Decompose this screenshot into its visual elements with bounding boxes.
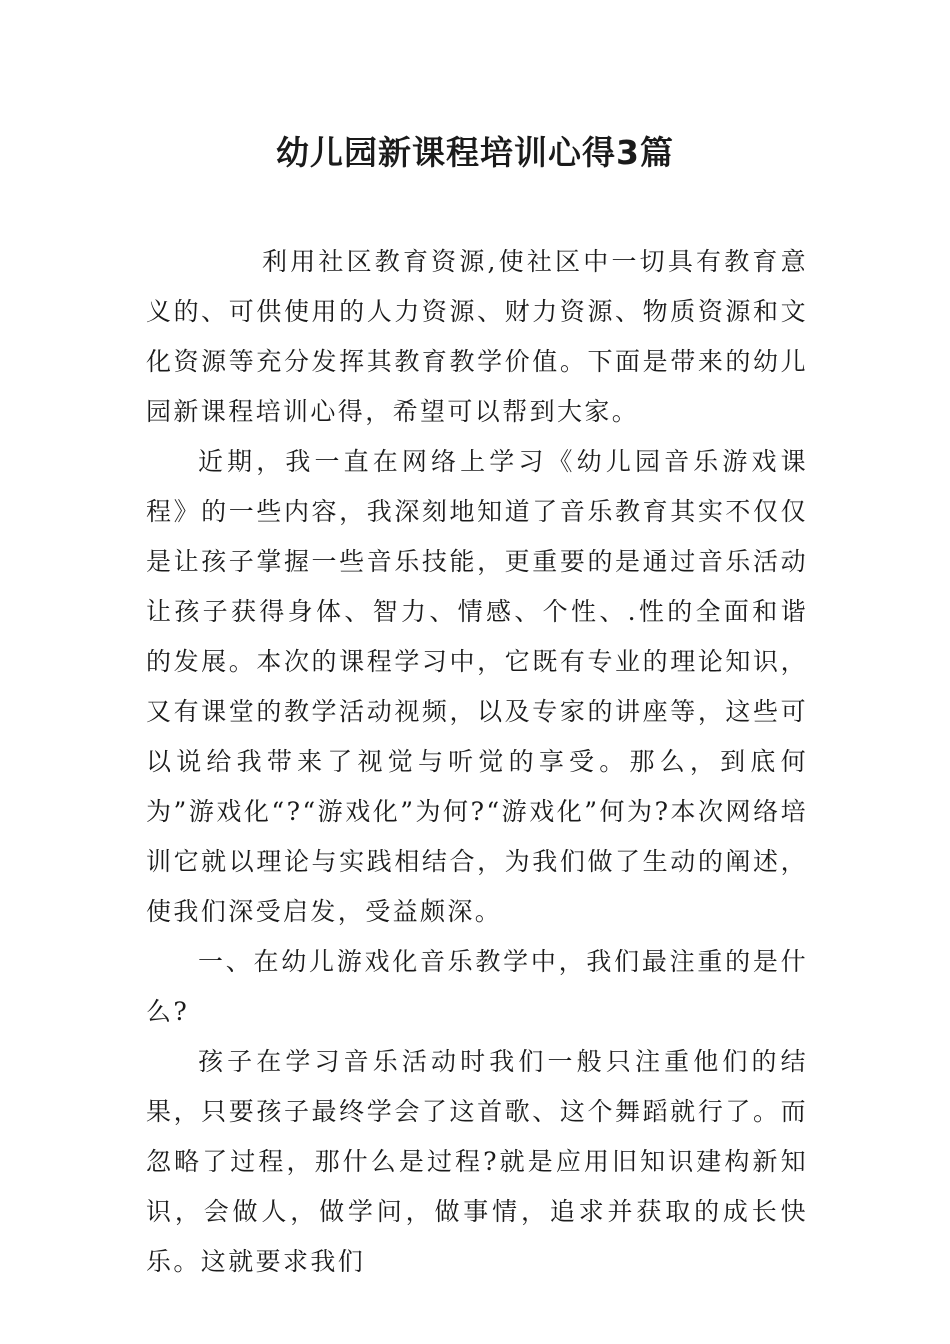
section-heading: 一、在幼儿游戏化音乐教学中，我们最注重的是什么? bbox=[146, 947, 808, 1026]
document-body bbox=[146, 237, 808, 1287]
body-paragraph: 近期，我一直在网络上学习《幼儿园音乐游戏课程》的一些内容，我深刻地知道了音乐教育其实不仅仅是让孩子掌握一些音乐技能，更重要的是通过音乐活动让孩子获得身体、智力、情感、个性、.性的全面和谐的发展。本次的课程学习中，它既有专业的理论知识，又有课堂的教学活动视频，以及专家的讲座等，这些可以说给我带来了视觉与听觉的享受。那么，到底何为”游戏化“?“游戏化”为何?“游戏化”何为?本次网络培训它就以理论与实践相结合，为我们做了生动的阐述，使我们深受启发，受益颇深。 bbox=[146, 447, 808, 926]
document-title: 幼儿园新课程培训心得3篇 bbox=[276, 133, 674, 172]
intro-paragraph: 利用社区教育资源,使社区中一切具有教育意义的、可供使用的人力资源、财力资源、物质资源和文化资源等充分发挥其教育教学价值。下面是带来的幼儿园新课程培训心得，希望可以帮到大家。 bbox=[146, 247, 808, 426]
body-paragraph: 孩子在学习音乐活动时我们一般只注重他们的结果，只要孩子最终学会了这首歌、这个舞蹈就行了。而忽略了过程，那什么是过程?就是应用旧知识建构新知识，会做人，做学问，做事情，追求并获取的成长快乐。这就要求我们 bbox=[146, 1047, 808, 1276]
